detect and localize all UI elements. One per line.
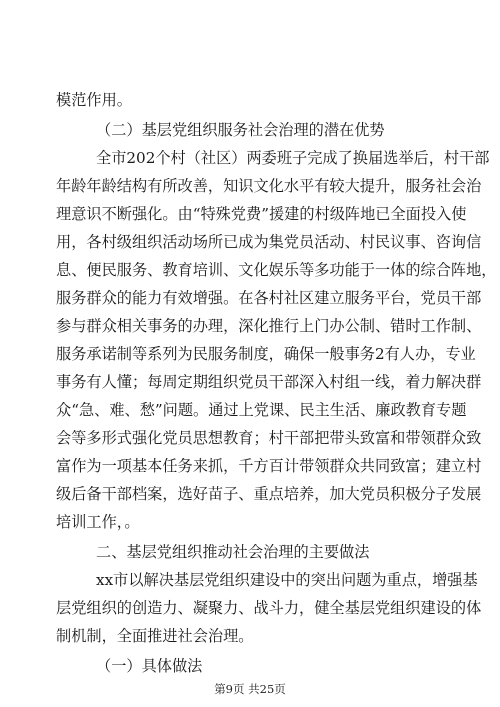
paragraph-line: 层党组织的创造力、凝聚力、战斗力，健全基层党组织建设的体 — [56, 599, 482, 617]
paragraph-line: 参与群众相关事务的办理，深化推行上门办公制、错时工作制、 — [56, 317, 482, 335]
paragraph-line: 理意识不断强化。由“特殊党费”援建的村级阵地已全面投入使 — [56, 205, 467, 223]
paragraph-line: 息、便民服务、教育培训、文化娱乐等多功能于一体的综合阵地， — [56, 261, 497, 279]
section-heading: 二、基层党组织推动社会治理的主要做法 — [96, 543, 370, 561]
paragraph-line: 服务群众的能力有效增强。在各村社区建立服务平台，党员干部 — [56, 289, 482, 307]
paragraph-line: xx市以解决基层党组织建设中的突出问题为重点，增强基 — [96, 571, 478, 589]
page-number-footer: 第9页 共25页 — [214, 682, 286, 696]
section-heading: （二）基层党组织服务社会治理的潜在优势 — [96, 121, 385, 139]
subsection-heading: （一）具体做法 — [96, 657, 203, 675]
paragraph-line: 用，各村级组织活动场所已成为集党员活动、村民议事、咨询信 — [56, 233, 482, 251]
paragraph-line: 全市202个村（社区）两委班子完成了换届选举后，村干部 — [96, 149, 490, 167]
paragraph-line: 年龄年龄结构有所改善，知识文化水平有较大提升，服务社会治 — [56, 177, 482, 195]
paragraph-line: 模范作用。 — [56, 91, 132, 109]
paragraph-line: 制机制，全面推进社会治理。 — [56, 627, 254, 645]
paragraph-line: 会等多形式强化党员思想教育；村干部把带头致富和带领群众致 — [56, 429, 482, 447]
paragraph-line: 级后备干部档案，选好苗子、重点培养，加大党员积极分子发展 — [56, 485, 482, 503]
paragraph-line: 富作为一项基本任务来抓，千方百计带领群众共同致富；建立村 — [56, 457, 482, 475]
paragraph-line: 服务承诺制等系列为民服务制度，确保一般事务2有人办，专业 — [56, 345, 476, 363]
paragraph-line: 事务有人懂；每周定期组织党员干部深入村组一线，着力解决群 — [56, 373, 482, 391]
paragraph-line: 培训工作，。 — [56, 513, 140, 531]
paragraph-line: 众“急、难、愁”问题。通过上党课、民主生活、廉政教育专题 — [56, 401, 467, 419]
